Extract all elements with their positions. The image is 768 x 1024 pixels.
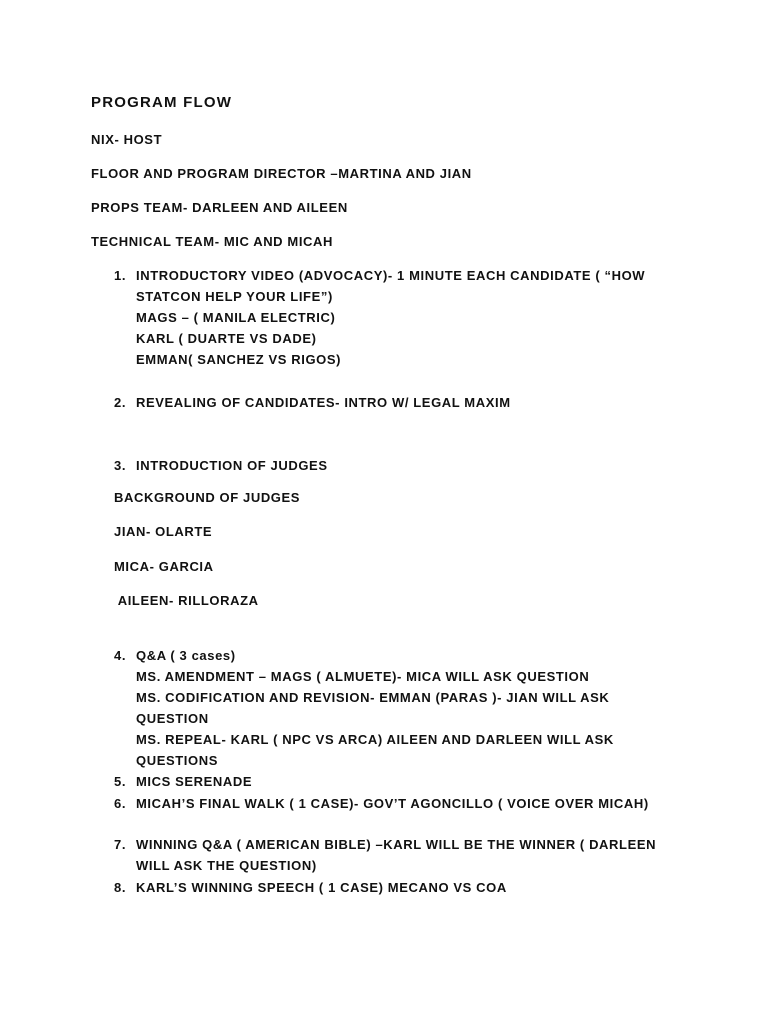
list-number: 2. <box>114 395 127 410</box>
list-item-3 <box>114 455 674 476</box>
list-item-line: REVEALING OF CANDIDATES- INTRO W/ LEGAL MAXIM <box>136 395 511 410</box>
list-number: 1. <box>114 268 127 283</box>
list-number: 4. <box>114 648 127 663</box>
list-item-line: MICAH’S FINAL WALK ( 1 CASE)- GOV’T AGONCILLO ( VOICE OVER MICAH) <box>136 796 649 811</box>
list-item-line: EMMAN( SANCHEZ VS RIGOS) <box>136 352 342 367</box>
list-item-line: QUESTION <box>136 711 209 726</box>
list-item-line: Q&A ( 3 cases) <box>136 648 236 663</box>
staff-technical-team: TECHNICAL TEAM- MIC AND MICAH <box>91 234 333 249</box>
list-number: 3. <box>114 458 127 473</box>
page-title: PROGRAM FLOW <box>91 94 233 111</box>
list-number: 6. <box>114 796 127 811</box>
list-item-2 <box>114 392 674 413</box>
list-item-1 <box>114 265 674 370</box>
list-item-line: MS. CODIFICATION AND REVISION- EMMAN (PARAS )- JIAN WILL ASK <box>136 690 610 705</box>
list-item-4 <box>114 645 674 771</box>
list-item-6 <box>114 793 674 814</box>
list-item-line: WINNING Q&A ( AMERICAN BIBLE) –KARL WILL BE THE WINNER ( DARLEEN <box>136 837 657 852</box>
list-item-line: KARL’S WINNING SPEECH ( 1 CASE) MECANO VS COA <box>136 880 507 895</box>
list-item-5 <box>114 771 674 792</box>
list-item-7 <box>114 834 674 876</box>
list-item-line: INTRODUCTION OF JUDGES <box>136 458 328 473</box>
list-item-line: INTRODUCTORY VIDEO (ADVOCACY)- 1 MINUTE EACH CANDIDATE ( “HOW <box>136 268 646 283</box>
list-item-line: MS. AMENDMENT – MAGS ( ALMUETE)- MICA WILL ASK QUESTION <box>136 669 590 684</box>
list-item-line: WILL ASK THE QUESTION) <box>136 858 317 873</box>
judge-entry: MICA- GARCIA <box>114 559 214 574</box>
staff-directors: FLOOR AND PROGRAM DIRECTOR –MARTINA AND JIAN <box>91 166 472 181</box>
list-item-line: STATCON HELP YOUR LIFE”) <box>136 289 333 304</box>
list-item-8 <box>114 877 674 898</box>
judge-entry: AILEEN- RILLORAZA <box>114 593 259 608</box>
list-number: 5. <box>114 774 127 789</box>
list-item-line: KARL ( DUARTE VS DADE) <box>136 331 317 346</box>
judges-heading: BACKGROUND OF JUDGES <box>114 490 301 505</box>
list-number: 8. <box>114 880 127 895</box>
judge-entry: JIAN- OLARTE <box>114 524 213 539</box>
list-item-line: QUESTIONS <box>136 753 218 768</box>
list-number: 7. <box>114 837 127 852</box>
list-item-line: MAGS – ( MANILA ELECTRIC) <box>136 310 336 325</box>
list-item-line: MICS SERENADE <box>136 774 253 789</box>
staff-props-team: PROPS TEAM- DARLEEN AND AILEEN <box>91 200 348 215</box>
staff-host: NIX- HOST <box>91 132 163 147</box>
list-item-line: MS. REPEAL- KARL ( NPC VS ARCA) AILEEN AND DARLEEN WILL ASK <box>136 732 614 747</box>
